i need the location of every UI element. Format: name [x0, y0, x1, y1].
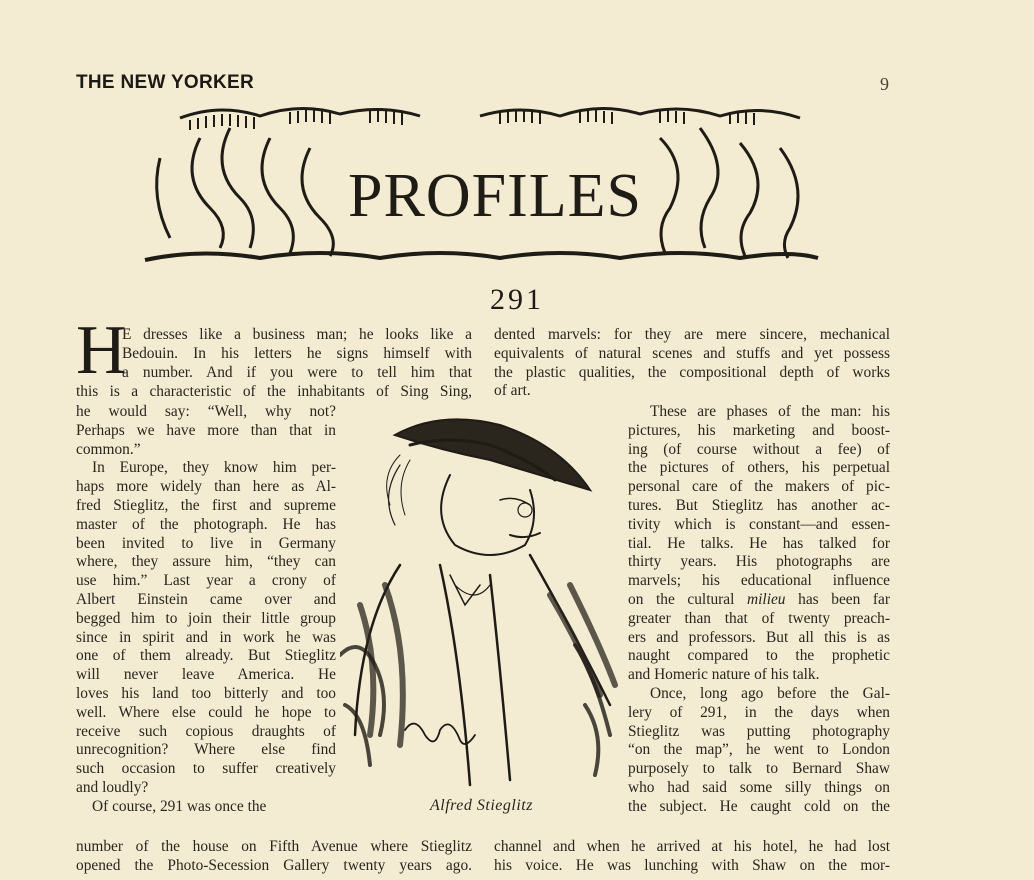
- text-line: such occasion to suffer creatively: [76, 760, 336, 778]
- text-line: common.”: [76, 440, 141, 458]
- text-line: number of the house on Fifth Avenue where Stieglitz: [76, 838, 472, 855]
- text-line: Stieglitz was putting photography: [628, 722, 890, 740]
- text-line: receive such copious draughts of: [76, 722, 336, 740]
- profiles-banner: [140, 98, 820, 270]
- masthead: THE NEW YORKER: [76, 72, 255, 93]
- text-line: “on the map”, he went to London: [628, 741, 890, 759]
- text-line: and loudly?: [76, 778, 149, 796]
- right-col-narrow: [628, 403, 890, 817]
- text-line: the pictures of others, his perpetual: [628, 459, 890, 477]
- text-line: equivalents of natural scenes and stuffs and yet possess: [494, 344, 890, 362]
- text-line: and Homeric nature of his talk.: [628, 666, 820, 684]
- left-col-bottom: [76, 838, 472, 876]
- article-headline: 291: [490, 283, 544, 316]
- profiles-banner-title: PROFILES: [348, 162, 642, 230]
- left-col-top: [122, 326, 472, 382]
- text-line: will never leave America. He: [76, 666, 336, 684]
- right-col-bottom: [494, 838, 890, 876]
- text-line: channel and when he arrived at his hotel, he had lost: [494, 838, 890, 855]
- text-line: fred Stieglitz, the first and supreme: [76, 496, 336, 514]
- text-line: well. Where else could he hope to: [76, 703, 336, 721]
- text-line: Bedouin. In his letters he signs himself with: [122, 344, 472, 362]
- text-line: this is a characteristic of the inhabitants of Sing Sing,: [76, 383, 472, 400]
- text-line: ing (of course without a fee) of: [628, 440, 890, 458]
- page-number: 9: [880, 74, 889, 94]
- text-line: ers and professors. But all this is as: [628, 628, 890, 646]
- text-line: purposely to talk to Bernard Shaw: [628, 760, 890, 778]
- text-line: use him.” Last year a crony of: [76, 572, 336, 590]
- text-line: where, they assure him, “they can: [76, 553, 336, 571]
- left-col-full: [76, 383, 472, 402]
- text-line: on the cultural milieu has been far: [628, 590, 890, 608]
- text-line: who had said some silly things on: [628, 778, 890, 796]
- text-line: naught compared to the prophetic: [628, 647, 890, 665]
- text-line: Once, long ago before the Gal-: [650, 684, 890, 702]
- text-line: the subject. He caught cold on the: [628, 797, 890, 815]
- right-col-top: [494, 326, 890, 401]
- text-line: tivity which is constant—and essen-: [628, 515, 890, 533]
- text-line: begged him to join their little group: [76, 609, 336, 627]
- text-line: unrecognition? Where else find: [76, 741, 336, 759]
- text-line: he would say: “Well, why not?: [76, 403, 336, 420]
- text-line: marvels; his educational influence: [628, 572, 890, 590]
- text-line: Perhaps we have more than that in: [76, 421, 336, 439]
- text-line: greater than that of twenty preach-: [628, 609, 890, 627]
- text-line: one of them already. But Stieglitz: [76, 647, 336, 665]
- text-line: master of the photograph. He has: [76, 515, 336, 533]
- text-line: tial. He talks. He has talked for: [628, 534, 890, 552]
- text-line: lery of 291, in the days when: [628, 703, 890, 721]
- drop-cap: H: [76, 312, 127, 389]
- text-line: dented marvels: for they are mere sincere, mechanical: [494, 326, 890, 343]
- text-line: been invited to live in Germany: [76, 534, 336, 552]
- portrait-illustration: [340, 405, 630, 795]
- text-line: Albert Einstein came over and: [76, 590, 336, 608]
- text-line: pictures, his marketing and boost-: [628, 421, 890, 439]
- text-line: since in spirit and in work he was: [76, 628, 336, 646]
- left-col-narrow: [76, 403, 336, 817]
- text-line: thirty years. His photographs are: [628, 553, 890, 571]
- text-line: tures. But Stieglitz has another ac-: [628, 496, 890, 514]
- text-line: opened the Photo-Secession Gallery twenty years ago.: [76, 856, 472, 874]
- text-line: of art.: [494, 382, 531, 400]
- text-line: These are phases of the man: his: [650, 403, 890, 420]
- text-line: the plastic qualities, the compositional depth of works: [494, 363, 890, 381]
- text-line: a number. And if you were to tell him that: [122, 363, 472, 381]
- text-line: Of course, 291 was once the: [92, 797, 267, 815]
- text-line: personal care of the makers of pic-: [628, 478, 890, 496]
- text-line: loves his land too bitterly and too: [76, 684, 336, 702]
- text-line: his voice. He was lunching with Shaw on the mor-: [494, 856, 890, 874]
- text-line: In Europe, they know him per-: [92, 459, 336, 477]
- portrait-caption: Alfred Stieglitz: [430, 797, 533, 814]
- text-line: haps more widely than here as Al-: [76, 478, 336, 496]
- text-line: E dresses like a business man; he looks like a: [122, 326, 472, 343]
